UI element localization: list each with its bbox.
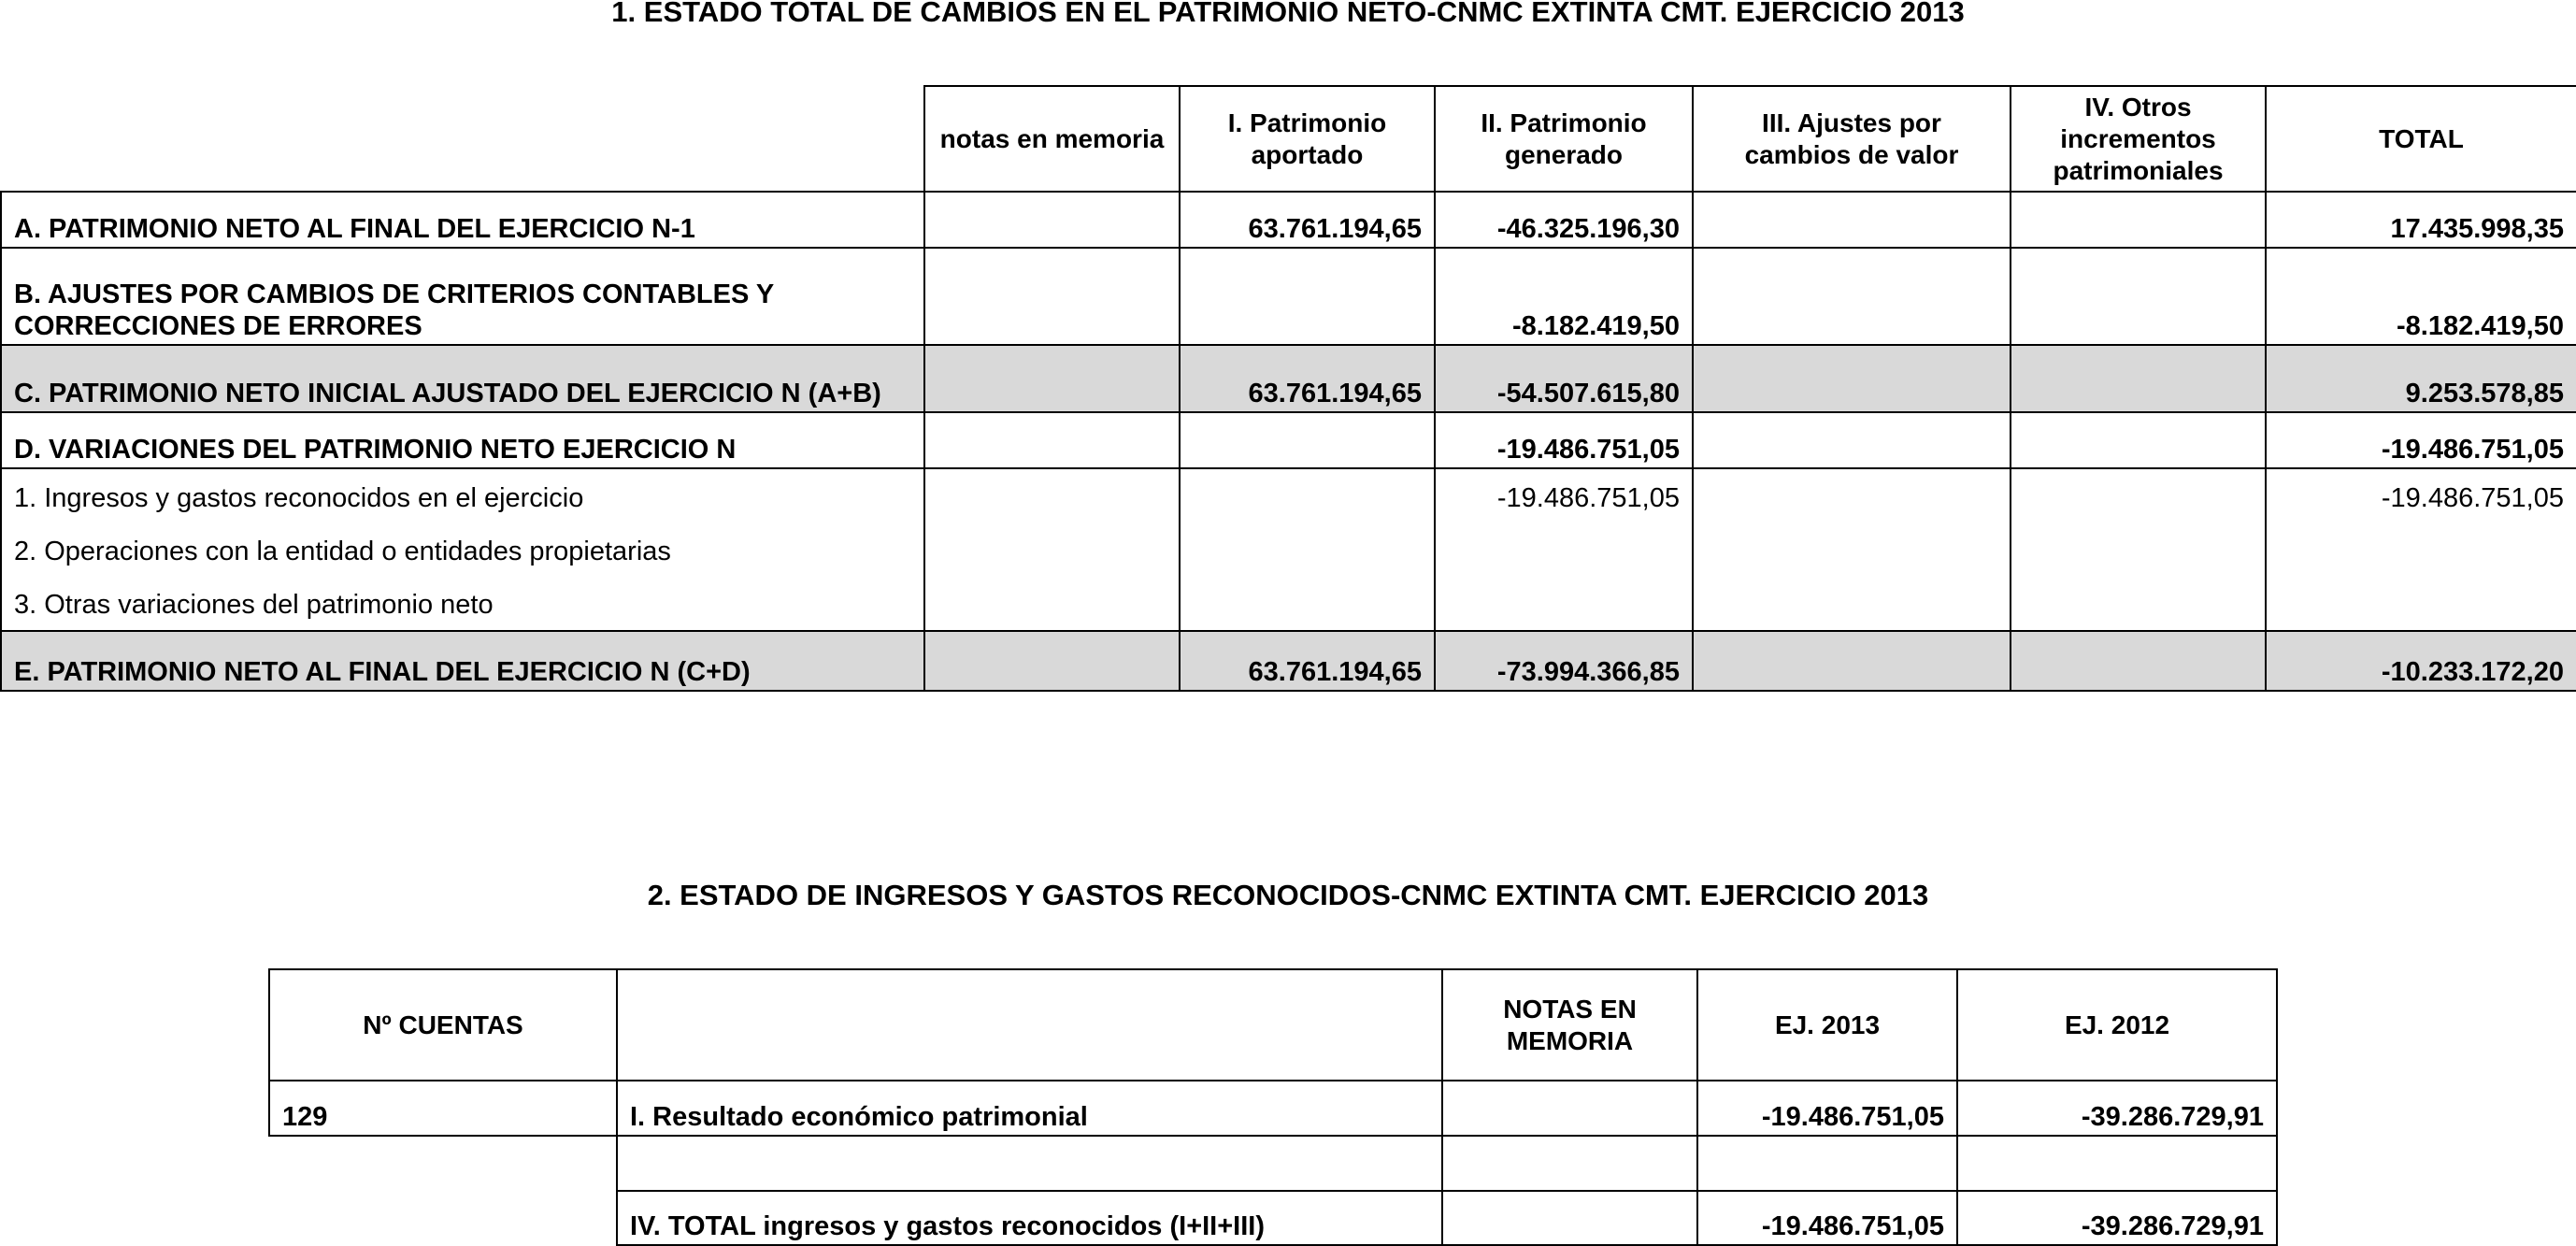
cell-otros (2011, 524, 2266, 578)
cell-ajustes (1693, 345, 2011, 412)
table-row (1, 412, 2576, 468)
cell-aportado (1180, 524, 1435, 578)
cell-cuenta: 129 (269, 1081, 617, 1136)
cell-ajustes (1693, 631, 2011, 691)
header-notas-memoria: NOTAS EN MEMORIA (1442, 969, 1697, 1081)
row-label: D. VARIACIONES DEL PATRIMONIO NETO EJERCICIO N (1, 412, 924, 468)
row-label: E. PATRIMONIO NETO AL FINAL DEL EJERCICIO N (C+D) (1, 631, 924, 691)
cell-generado: -19.486.751,05 (1435, 412, 1693, 468)
cell-notas (924, 412, 1180, 468)
header-cuentas: Nº CUENTAS (269, 969, 617, 1081)
cell-generado: -46.325.196,30 (1435, 192, 1693, 248)
cell-generado: -54.507.615,80 (1435, 345, 1693, 412)
cell-aportado (1180, 578, 1435, 631)
header-concepto (617, 969, 1442, 1081)
table1-title: 1. ESTADO TOTAL DE CAMBIOS EN EL PATRIMONIO NETO-CNMC EXTINTA CMT. EJERCICIO 2013 (611, 0, 1965, 28)
cell-notas (924, 578, 1180, 631)
row-label: 3. Otras variaciones del patrimonio neto (1, 578, 924, 631)
table-row (269, 1081, 2277, 1136)
cell-ajustes (1693, 412, 2011, 468)
cell-aportado (1180, 248, 1435, 345)
cell-aportado: 63.761.194,65 (1180, 192, 1435, 248)
cell-aportado: 63.761.194,65 (1180, 345, 1435, 412)
cell-generado (1435, 524, 1693, 578)
table-row (269, 1136, 2277, 1191)
cell-notas (924, 468, 1180, 524)
header-ajustes: III. Ajustes por cambios de valor (1693, 86, 2011, 192)
header-ej-2013: EJ. 2013 (1697, 969, 1957, 1081)
cell-otros (2011, 248, 2266, 345)
cell-notas (924, 192, 1180, 248)
cell-notas (924, 524, 1180, 578)
cell-otros (2011, 578, 2266, 631)
cell-aportado: 63.761.194,65 (1180, 631, 1435, 691)
cell-ej-2012: -39.286.729,91 (1957, 1191, 2277, 1245)
row-label: 2. Operaciones con la entidad o entidades propietarias (1, 524, 924, 578)
cell-ej-2012 (1957, 1136, 2277, 1191)
cell-notas (924, 631, 1180, 691)
cell-ajustes (1693, 468, 2011, 524)
table2-header-row (269, 969, 2277, 1081)
cell-concepto: IV. TOTAL ingresos y gastos reconocidos (I+II+III) (617, 1191, 1442, 1245)
cell-total: -19.486.751,05 (2266, 468, 2576, 524)
row-label: C. PATRIMONIO NETO INICIAL AJUSTADO DEL EJERCICIO N (A+B) (1, 345, 924, 412)
cell-ej-2013 (1697, 1136, 1957, 1191)
cell-notas (1442, 1136, 1697, 1191)
row-label: 1. Ingresos y gastos reconocidos en el ejercicio (1, 468, 924, 524)
cell-ajustes (1693, 524, 2011, 578)
header-patrimonio-aportado: I. Patrimonio aportado (1180, 86, 1435, 192)
cell-concepto: I. Resultado económico patrimonial (617, 1081, 1442, 1136)
cell-notas (924, 345, 1180, 412)
cell-otros (2011, 412, 2266, 468)
cell-ej-2012: -39.286.729,91 (1957, 1081, 2277, 1136)
cell-ajustes (1693, 192, 2011, 248)
cell-ej-2013: -19.486.751,05 (1697, 1081, 1957, 1136)
patrimonio-neto-table (0, 85, 2576, 692)
cell-generado: -19.486.751,05 (1435, 468, 1693, 524)
cell-notas (924, 248, 1180, 345)
cell-ej-2013: -19.486.751,05 (1697, 1191, 1957, 1245)
row-label: B. AJUSTES POR CAMBIOS DE CRITERIOS CONTABLES Y CORRECCIONES DE ERRORES (1, 248, 924, 345)
header-blank-cell (1, 86, 924, 192)
table2-title: 2. ESTADO DE INGRESOS Y GASTOS RECONOCIDOS-CNMC EXTINTA CMT. EJERCICIO 2013 (647, 879, 1929, 911)
table-row (1, 524, 2576, 578)
cell-cuenta (269, 1136, 617, 1191)
cell-generado: -73.994.366,85 (1435, 631, 1693, 691)
cell-aportado (1180, 412, 1435, 468)
cell-ajustes (1693, 248, 2011, 345)
cell-total: -8.182.419,50 (2266, 248, 2576, 345)
cell-otros (2011, 468, 2266, 524)
header-ej-2012: EJ. 2012 (1957, 969, 2277, 1081)
header-patrimonio-generado: II. Patrimonio generado (1435, 86, 1693, 192)
cell-total: 17.435.998,35 (2266, 192, 2576, 248)
cell-notas (1442, 1081, 1697, 1136)
table-row (1, 192, 2576, 248)
table1-header-row (1, 86, 2576, 192)
cell-ajustes (1693, 578, 2011, 631)
table-row (1, 345, 2576, 412)
table-row (269, 1191, 2277, 1245)
cell-total: -10.233.172,20 (2266, 631, 2576, 691)
cell-total: -19.486.751,05 (2266, 412, 2576, 468)
cell-aportado (1180, 468, 1435, 524)
table-row (1, 248, 2576, 345)
header-total: TOTAL (2266, 86, 2576, 192)
cell-otros (2011, 345, 2266, 412)
cell-total (2266, 524, 2576, 578)
ingresos-gastos-table (268, 968, 2278, 1246)
cell-total (2266, 578, 2576, 631)
cell-cuenta (269, 1191, 617, 1245)
table-row (1, 578, 2576, 631)
cell-otros (2011, 631, 2266, 691)
header-otros-incrementos: IV. Otros incrementos patrimoniales (2011, 86, 2266, 192)
cell-concepto (617, 1136, 1442, 1191)
cell-otros (2011, 192, 2266, 248)
row-label: A. PATRIMONIO NETO AL FINAL DEL EJERCICIO N-1 (1, 192, 924, 248)
cell-generado: -8.182.419,50 (1435, 248, 1693, 345)
cell-generado (1435, 578, 1693, 631)
cell-total: 9.253.578,85 (2266, 345, 2576, 412)
cell-notas (1442, 1191, 1697, 1245)
table-row (1, 631, 2576, 691)
header-notas: notas en memoria (924, 86, 1180, 192)
table-row (1, 468, 2576, 524)
